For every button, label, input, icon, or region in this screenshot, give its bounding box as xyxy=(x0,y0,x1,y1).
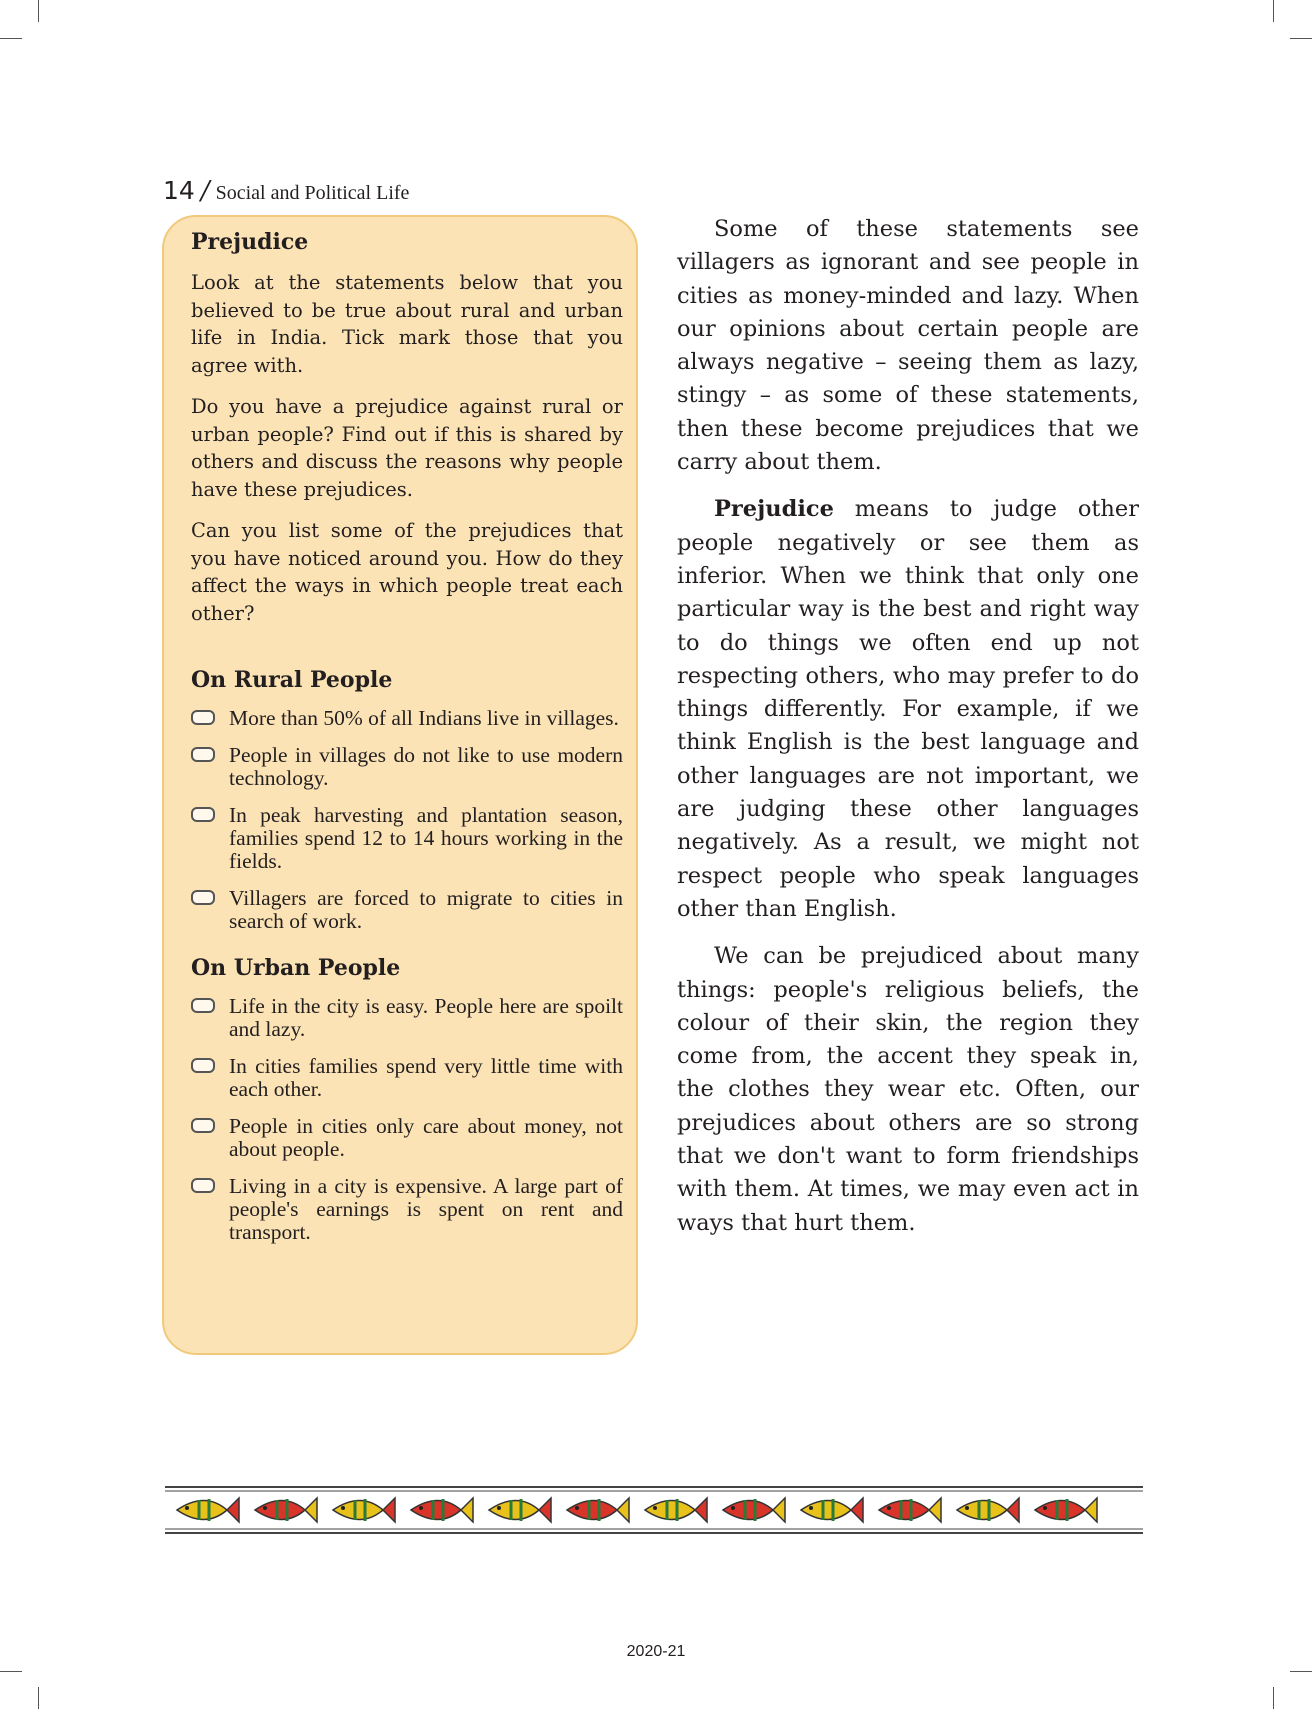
rural-statement: In peak harvesting and plantation season, families spend 12 to 14 hours working in the fields. xyxy=(191,804,623,873)
edition-year: 2020-21 xyxy=(626,1643,686,1660)
crop-mark xyxy=(38,1687,39,1709)
fish-motif xyxy=(177,1498,239,1522)
tick-checkbox[interactable] xyxy=(191,890,215,905)
urban-statement: In cities families spend very little time with each other. xyxy=(191,1055,623,1101)
rural-statement: People in villages do not like to use modern technology. xyxy=(191,744,623,790)
tick-checkbox[interactable] xyxy=(191,807,215,822)
defined-term: Prejudice xyxy=(714,496,834,523)
fish-motif xyxy=(645,1498,707,1522)
tick-checkbox[interactable] xyxy=(191,1058,215,1073)
crop-mark xyxy=(1273,1687,1274,1709)
fish-motif xyxy=(489,1498,551,1522)
page-number: 14 xyxy=(163,176,195,205)
prejudice-activity-box xyxy=(162,215,638,1355)
tick-checkbox[interactable] xyxy=(191,1178,215,1193)
urban-statement: People in cities only care about money, not about people. xyxy=(191,1115,623,1161)
crop-mark xyxy=(1273,0,1274,22)
book-title: Social and Political Life xyxy=(215,182,410,204)
urban-heading: On Urban People xyxy=(191,955,401,981)
fish-motif xyxy=(723,1498,785,1522)
tick-checkbox[interactable] xyxy=(191,747,215,762)
fish-motif xyxy=(567,1498,629,1522)
rural-statement: More than 50% of all Indians live in villages. xyxy=(191,707,623,730)
fish-motif xyxy=(333,1498,395,1522)
fish-motif xyxy=(411,1498,473,1522)
box-title: Prejudice xyxy=(191,229,309,255)
box-intro-paragraph: Look at the statements below that you believed to be true about rural and urban life in India. Tick mark those that you agree with. xyxy=(191,271,623,377)
tick-checkbox[interactable] xyxy=(191,998,215,1013)
body-paragraph: Prejudice means to judge other people negatively or see them as inferior. When we think that only one particular way is the best and right way to do things we often end up not respecting others, who may prefer to do things differently. For example, if we think English is the best language and other languages are not important, we are judging these other languages negatively. As a result, we might not respect people who speak languages other than English. xyxy=(677,496,1139,922)
fish-motif xyxy=(957,1498,1019,1522)
crop-mark xyxy=(38,0,39,22)
header-separator: / xyxy=(200,176,210,206)
fish-motif xyxy=(1035,1498,1097,1522)
tick-checkbox[interactable] xyxy=(191,710,215,725)
rural-heading: On Rural People xyxy=(191,667,393,693)
running-header xyxy=(163,176,409,206)
fish-motif xyxy=(801,1498,863,1522)
box-intro-paragraph: Can you list some of the prejudices that you have noticed around you. How do they affect the ways in which people treat each other? xyxy=(191,519,623,625)
fish-motif xyxy=(879,1498,941,1522)
tick-checkbox[interactable] xyxy=(191,1118,215,1133)
urban-statement: Life in the city is easy. People here are spoilt and lazy. xyxy=(191,995,623,1041)
crop-mark xyxy=(0,38,22,39)
body-paragraph: We can be prejudiced about many things: people's religious beliefs, the colour of their skin, the region they come from, the accent they speak in, the clothes they wear etc. Often, our prejudices about others are so strong that we don't want to form friendships with them. At times, we may even act in ways that hurt them. xyxy=(677,943,1139,1236)
box-intro-paragraph: Do you have a prejudice against rural or urban people? Find out if this is shared by others and discuss the reasons why people have these prejudices. xyxy=(191,395,623,501)
crop-mark xyxy=(1290,1671,1312,1672)
crop-mark xyxy=(1290,38,1312,39)
fish-motif xyxy=(255,1498,317,1522)
decorative-fish-border xyxy=(165,1485,1143,1535)
urban-statement: Living in a city is expensive. A large part of people's earnings is spent on rent and transport. xyxy=(191,1175,623,1244)
body-paragraph: Some of these statements see villagers as ignorant and see people in cities as money-minded and lazy. When our opinions about certain people are always negative – seeing them as lazy, stingy – as some of these statements, then these become prejudices that we carry about them. xyxy=(677,216,1139,476)
main-text-column xyxy=(677,213,1139,1254)
rural-statement: Villagers are forced to migrate to cities in search of work. xyxy=(191,887,623,933)
crop-mark xyxy=(0,1671,22,1672)
